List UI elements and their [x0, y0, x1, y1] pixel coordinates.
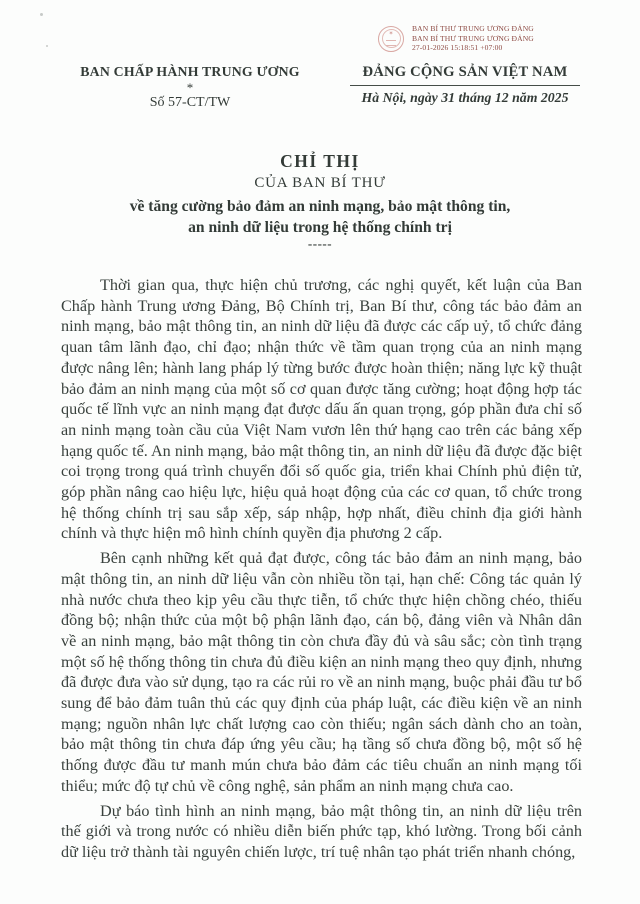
- header-underline: [350, 85, 580, 86]
- issuing-body-block: [62, 64, 318, 111]
- scan-speck: [46, 45, 48, 47]
- document-number: Số 57-CT/TW: [149, 95, 231, 110]
- issuing-body-name: BAN CHẤP HÀNH TRUNG ƯƠNG: [80, 64, 300, 79]
- digital-signature-stamp: [378, 24, 534, 53]
- title-subject: [0, 197, 640, 238]
- document-paragraph: Bên cạnh những kết quả đạt được, công tác bảo đảm an ninh mạng, bảo mật thông tin, an ninh dữ liệu vẫn còn nhiều tồn tại, hạn chế: Công tác quản lý nhà nước chưa theo kịp yêu cầu thực tiễn, tổ chức thực hiện chồng chéo, thiếu đồng bộ; nhận thức của một bộ phận lãnh đạo, cán bộ, đảng viên và Nhân dân về an ninh mạng, bảo mật thông tin còn chưa đầy đủ và sâu sắc; còn tình trạng một số hệ thống thông tin chưa đủ điều kiện an ninh mạng theo quy định, nhưng đã được đưa vào sử dụng, tạo ra các rủi ro về an ninh mạng, buộc phải đầu tư bổ sung để bảo đảm tuân thủ các quy định của pháp luật, các điều kiện về an ninh mạng; nguồn nhân lực chất lượng cao còn thiếu; ngân sách dành cho an toàn, bảo mật thông tin chưa đáp ứng yêu cầu; hạ tầng số chưa đồng bộ, một số hệ thống được đầu tư manh mún chưa bảo đảm các tiêu chuẩn an ninh mạng tối thiểu; mức độ tự chủ về công nghệ, sản phẩm an ninh mạng chưa cao.: [61, 549, 582, 795]
- signature-text-block: [412, 24, 534, 53]
- national-motto: ĐẢNG CỘNG SẢN VIỆT NAM: [362, 64, 568, 80]
- title-issuer: CỦA BAN BÍ THƯ: [254, 175, 386, 191]
- seal-inner-lines: [386, 40, 396, 46]
- title-subject-line2: an ninh dữ liệu trong hệ thống chính trị: [188, 218, 452, 236]
- document-paragraph: Dự báo tình hình an ninh mạng, bảo mật thông tin, an ninh dữ liệu trên thế giới và trong nước có nhiều diễn biến phức tạp, khó lường. Trong bối cảnh dữ liệu trở thành tài nguyên chiến lược, trí tuệ nhân tạo phát triển nhanh chóng,: [61, 801, 582, 861]
- party-seal-icon: [378, 26, 404, 52]
- title-block: [0, 151, 640, 249]
- place-and-date: Hà Nội, ngày 31 tháng 12 năm 2025: [361, 90, 569, 105]
- signer-name: BAN BÍ THƯ TRUNG ƯƠNG ĐẢNG: [412, 24, 534, 33]
- signature-timestamp: 27-01-2026 15:18:51 +07:00: [412, 43, 503, 53]
- document-body: [61, 275, 582, 867]
- document-paragraph: Thời gian qua, thực hiện chủ trương, các nghị quyết, kết luận của Ban Chấp hành Trung ương Đảng, Bộ Chính trị, Ban Bí thư, công tác bảo đảm an ninh mạng, bảo mật thông tin, an ninh dữ liệu đã được các cấp uỷ, tổ chức đảng quan tâm lãnh đạo, chỉ đạo; nhận thức về tầm quan trọng của an ninh mạng được nâng lên; hành lang pháp lý từng bước được hoàn thiện; năng lực kỹ thuật bảo đảm an ninh mạng của một số cơ quan được tăng cường; hoạt động hợp tác quốc tế lĩnh vực an ninh mạng đạt được dấu ấn quan trọng, góp phần đưa chỉ số an ninh mạng toàn cầu của Việt Nam vươn lên thứ hạng cao trên các bảng xếp hạng quốc tế. An ninh mạng, bảo mật thông tin, an ninh dữ liệu đã được đặc biệt coi trọng trong quá trình chuyển đổi số quốc gia, triển khai Chính phủ điện tử, góp phần nâng cao hiệu lực, hiệu quả hoạt động của các cơ quan, tổ chức trong hệ thống chính trị sau sắp xếp, sáp nhập, hợp nhất, điều chỉnh địa giới hành chính và thực hiện mô hình chính quyền địa phương 2 cấp.: [61, 276, 582, 543]
- scan-speck: [40, 13, 43, 16]
- header-star: *: [186, 80, 194, 95]
- document-type-title: CHỈ THỊ: [280, 151, 360, 171]
- national-header-block: [342, 64, 588, 106]
- signer-org: BAN BÍ THƯ TRUNG ƯƠNG ĐẢNG: [412, 33, 534, 43]
- title-separator: -----: [307, 236, 333, 251]
- title-subject-line1: về tăng cường bảo đảm an ninh mạng, bảo mật thông tin,: [129, 198, 511, 215]
